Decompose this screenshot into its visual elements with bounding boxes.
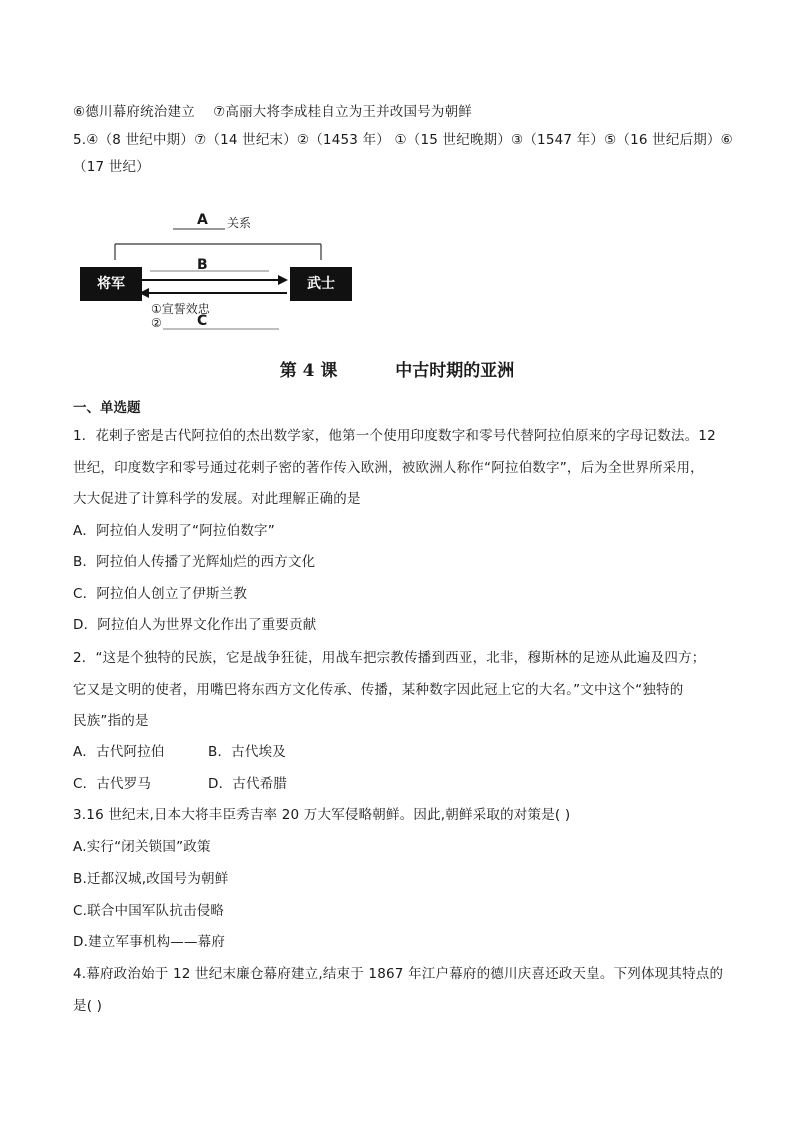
answer-option: A．古代阿拉伯 bbox=[73, 744, 165, 760]
answer-option: C.联合中国军队抗击侵略 bbox=[73, 903, 225, 919]
lesson-number: 第 4 课 bbox=[279, 361, 338, 381]
answer-option: B.迁都汉城,改国号为朝鲜 bbox=[73, 871, 229, 887]
diagram-label-b: B bbox=[197, 257, 208, 273]
diagram-label-c: C bbox=[197, 313, 208, 329]
text-line: ⑥德川幕府统治建立 ⑦高丽大将李成桂自立为王并改国号为朝鲜 bbox=[73, 104, 472, 120]
general-box: 将军 bbox=[80, 267, 142, 301]
diagram-label-relation: 关系 bbox=[227, 216, 252, 230]
answer-option: D．阿拉伯人为世界文化作出了重要贡献 bbox=[73, 617, 317, 633]
question-text: 大大促进了计算科学的发展。对此理解正确的是 bbox=[73, 491, 361, 507]
answer-option: D．古代希腊 bbox=[208, 776, 288, 792]
question-text: 3.16 世纪末,日本大将丰臣秀吉率 20 万大军侵略朝鲜。因此,朝鲜采取的对策是( ) bbox=[73, 807, 571, 823]
lesson-name: 中古时期的亚洲 bbox=[395, 361, 515, 381]
answer-option: B．古代埃及 bbox=[208, 744, 286, 760]
question-text: 民族”指的是 bbox=[73, 713, 149, 729]
samurai-box: 武士 bbox=[290, 267, 352, 301]
text-line: 5.④（8 世纪中期）⑦（14 世纪末）②（1453 年） ①（15 世纪晚期）③（1547 年）⑤（16 世纪后期）⑥ bbox=[73, 132, 733, 148]
diagram-label-a: A bbox=[197, 212, 208, 228]
answer-option: B．阿拉伯人传播了光辉灿烂的西方文化 bbox=[73, 554, 316, 570]
question-text: 它又是文明的使者，用嘴巴将东西方文化传承、传播，某种数字因此冠上它的大名。”文中这个“独特的 bbox=[73, 682, 684, 698]
answer-option: A．阿拉伯人发明了“阿拉伯数字” bbox=[73, 523, 275, 539]
lesson-title bbox=[0, 356, 794, 381]
question-text: 4.幕府政治始于 12 世纪末廉仓幕府建立,结束于 1867 年江户幕府的德川庆喜还政天皇。下列体现其特点的 bbox=[73, 966, 724, 982]
diagram-item-1: ①宣誓效忠 bbox=[151, 302, 210, 316]
answer-option: C．阿拉伯人创立了伊斯兰教 bbox=[73, 586, 248, 602]
question-text: 1．花剌子密是古代阿拉伯的杰出数学家，他第一个使用印度数字和零号代替阿拉伯原来的字母记数法。12 bbox=[73, 428, 716, 444]
question-text: 世纪，印度数字和零号通过花剌子密的著作传入欧洲，被欧洲人称作“阿拉伯数字”，后为全世界所采用， bbox=[73, 460, 704, 476]
answer-option: C．古代罗马 bbox=[73, 776, 152, 792]
text-line: （17 世纪） bbox=[73, 159, 150, 175]
answer-option: A.实行“闭关锁国”政策 bbox=[73, 839, 211, 855]
answer-option: D.建立军事机构——幕府 bbox=[73, 934, 226, 950]
diagram-item-2: ② bbox=[151, 316, 162, 330]
section-heading: 一、单选题 bbox=[73, 400, 141, 416]
question-text: 2．“这是个独特的民族，它是战争狂徒，用战车把宗教传播到西亚，北非，穆斯林的足迹从此遍及四方； bbox=[73, 650, 706, 666]
relationship-diagram bbox=[75, 208, 375, 338]
question-text: 是( ) bbox=[73, 998, 103, 1014]
